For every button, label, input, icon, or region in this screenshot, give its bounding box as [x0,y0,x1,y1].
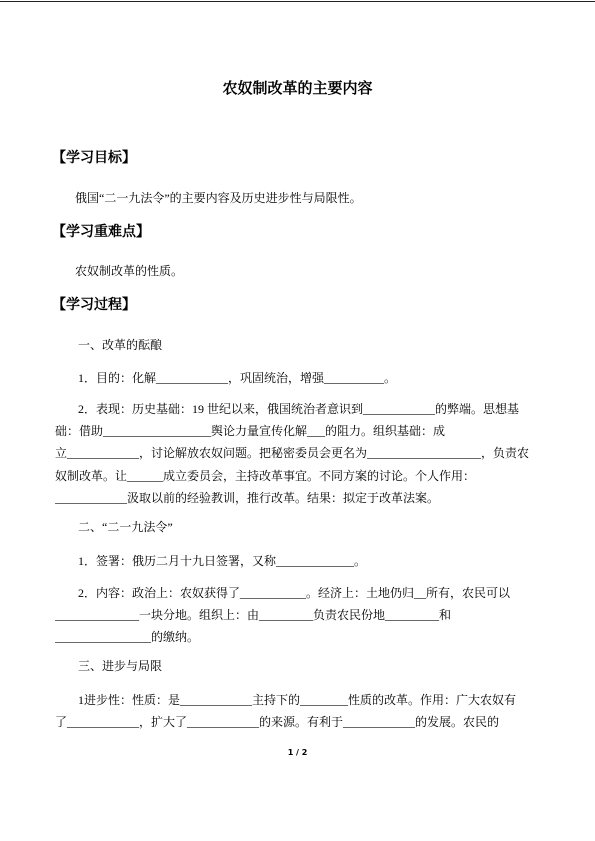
worksheet-line: 2．内容：政治上：农奴获得了___________。经济上：土地仍归__所有，农民可以 [78,586,511,600]
worksheet-line: 1．签署：俄历二月十九日签署，又称_____________。 [78,554,367,568]
top-rule [0,1,595,2]
worksheet-line: 奴制改革。让______成立委员会，主持改革事宜。不同方案的讨论。个人作用： [55,469,476,483]
document-title: 农奴制改革的主要内容 [222,79,373,97]
part3-heading: 三、进步与局限 [78,659,163,673]
worksheet-line: ________________的缴纳。 [55,630,200,644]
objective-heading: 【学习目标】 [52,150,136,166]
worksheet-line: 了____________，扩大了____________的来源。有利于____________的发展。农民的 [55,715,500,729]
worksheet-line: ____________汲取以前的经验教训，推行改革。结果：拟定于改革法案。 [55,491,440,505]
process-heading: 【学习过程】 [52,297,136,313]
worksheet-line: 2．表现：历史基础：19 世纪以来，俄国统治者意识到____________的弊端。思想基 [78,402,520,416]
part2-heading: 二、“二一九法令” [78,520,173,534]
worksheet-line: 1进步性：性质：是____________主持下的________性质的改革。作用：广大农奴有 [78,693,517,707]
worksheet-line: 础：借助__________________舆论力量宣传化解___的阻力。组织基础：成 [55,424,446,438]
worksheet-line: ______________一块分地。组织上：由_________负责农民份地_________和 [55,608,452,622]
part1-heading: 一、改革的酝酿 [78,338,163,352]
worksheet-line: 立____________，讨论解放农奴问题。把秘密委员会更名为___________________，负责农 [55,446,530,460]
page-number: 1 / 2 [287,748,308,757]
key-points-text: 农奴制改革的性质。 [75,264,184,278]
worksheet-line: 1．目的：化解____________，巩固统治，增强__________。 [78,371,397,385]
key-points-heading: 【学习重难点】 [52,224,150,240]
objective-text: 俄国“二一九法令”的主要内容及历史进步性与局限性。 [75,191,362,205]
